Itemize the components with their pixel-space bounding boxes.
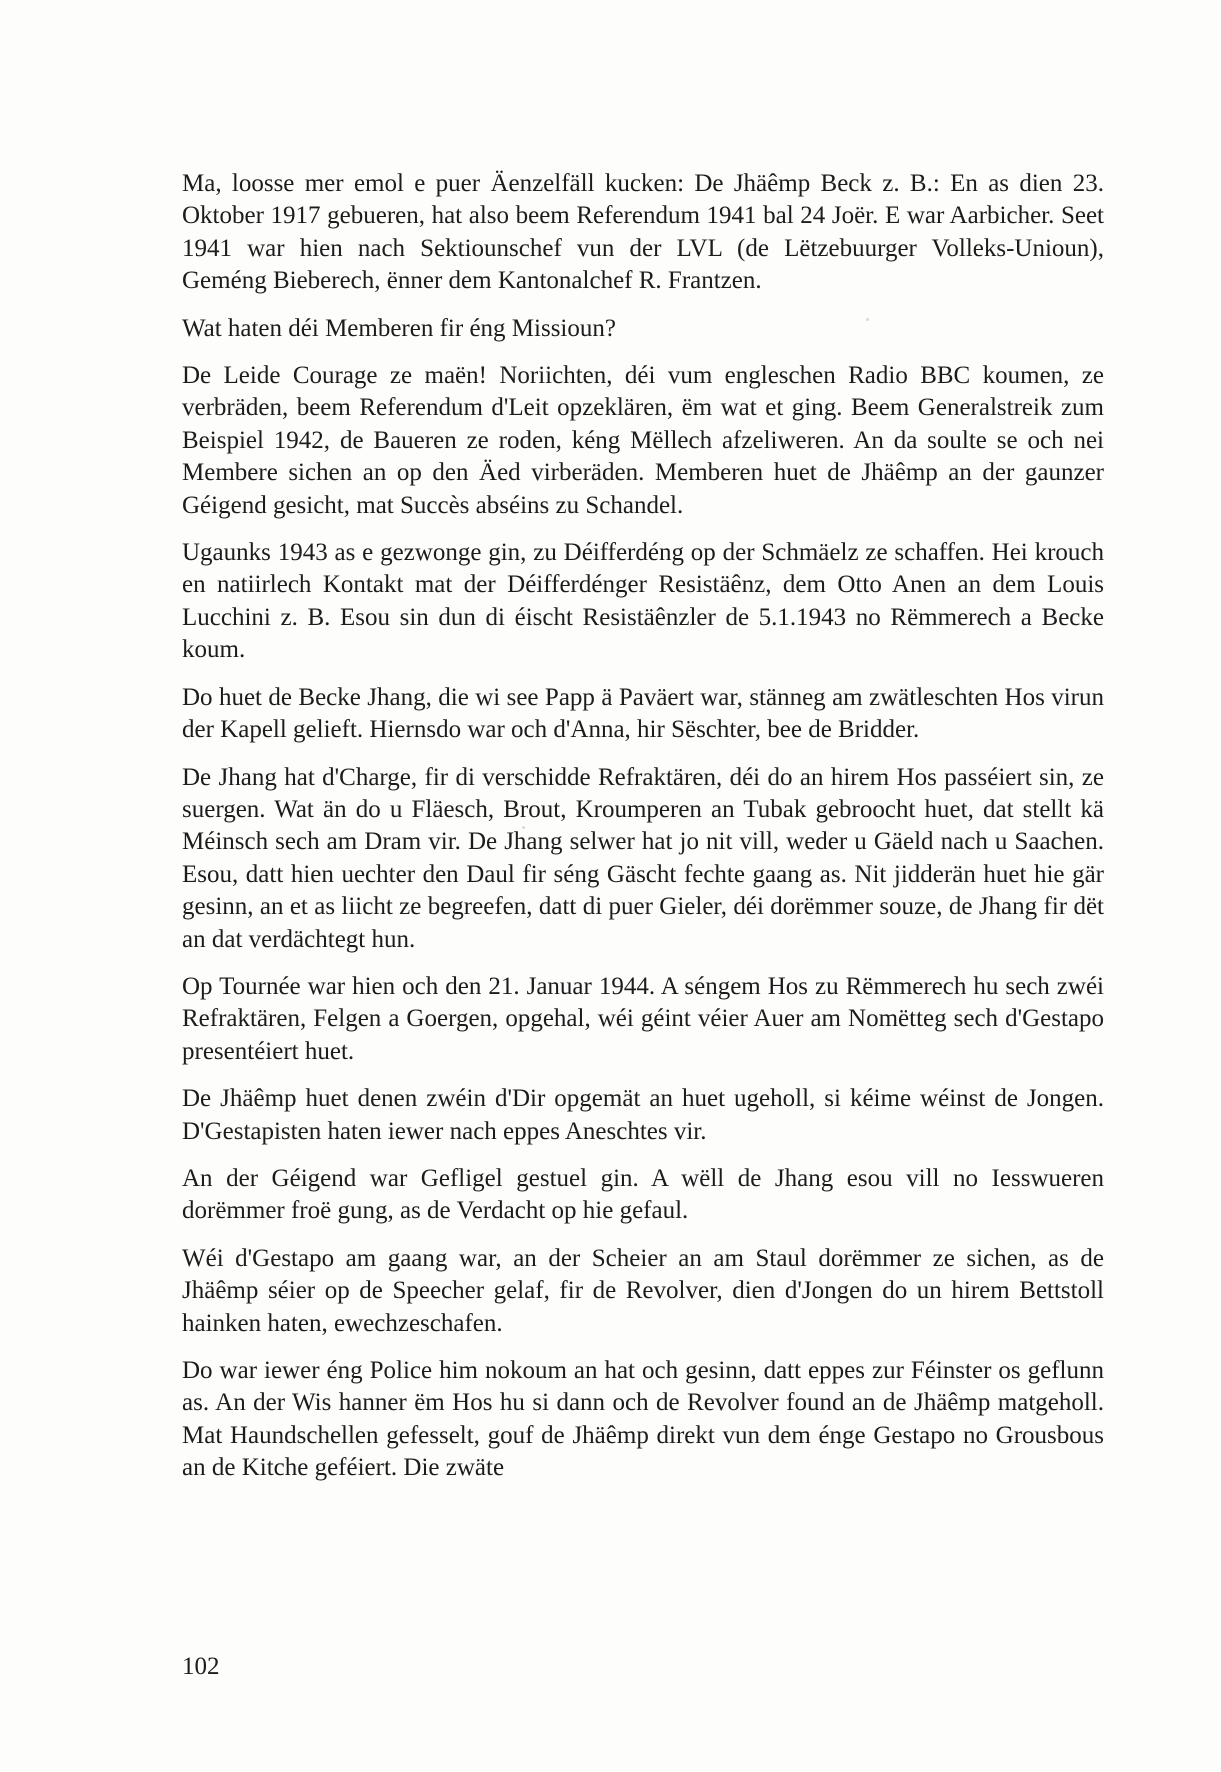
- paragraph: De Leide Courage ze maën! Noriichten, déi vum engleschen Radio BBC koumen, ze verbräden, beem Referendum d'Leit opzeklären, ëm wat et ging. Beem Generalstreik zum Beispiel 1942, de Baueren ze roden, kéng Mëllech afzeliweren. An da soulte se och nei Membere sichen an op den Äed virberäden. Memberen huet de Jhäêmp an der gaunzer Géigend gesicht, mat Succès abséins zu Schandel.: [182, 362, 1104, 519]
- body-text: [182, 168, 1104, 1500]
- paragraph: Do war iewer éng Police him nokoum an hat och gesinn, datt eppes zur Féinster os geflunn as. An der Wis hanner ëm Hos hu si dann och de Revolver found an de Jhäêmp matgeholl. Mat Haundschellen gefesselt, gouf de Jhäêmp direkt vun dem énge Gestapo no Grousbous an de Kitche geféiert. Die zwäte: [182, 1357, 1104, 1482]
- paragraph: De Jhang hat d'Charge, fir di verschidde Refraktären, déi do an hirem Hos passéiert sin, ze suergen. Wat än do u Fläesch, Brout, Kroumperen an Tubak gebroocht huet, dat stellt kä Méinsch sech am Dram vir. De Jhang selwer hat jo nit vill, weder u Gäeld nach u Saachen. Esou, datt hien uechter den Daul fir séng Gäscht fechte gaang as. Nit jidderän huet hie gär gesinn, an et as liicht ze begreefen, datt di puer Gieler, déi dorëmmer souze, de Jhang fir dët an dat verdächtegt hun.: [182, 763, 1104, 953]
- page-number: 102: [182, 1653, 220, 1680]
- paragraph: An der Géigend war Gefligel gestuel gin. A wëll de Jhang esou vill no Iesswueren dorëmmer froë gung, as de Verdacht op hie gefaul.: [182, 1164, 1104, 1225]
- paragraph: Do huet de Becke Jhang, die wi see Papp ä Paväert war, stänneg am zwätleschten Hos virun der Kapell gelieft. Hiernsdo war och d'Anna, hir Sëschter, bee de Bridder.: [182, 683, 1104, 744]
- paragraph: Ugaunks 1943 as e gezwonge gin, zu Déifferdéng op der Schmäelz ze schaffen. Hei krouch en natiirlech Kontakt mat der Déifferdénger Resistäênz, dem Otto Anen an dem Louis Lucchini z. B. Esou sin dun di éischt Resistäênzler de 5.1.1943 no Rëmmerech a Becke koum.: [182, 539, 1104, 664]
- paragraph: Wéi d'Gestapo am gaang war, an der Scheier an am Staul dorëmmer ze sichen, as de Jhäêmp séier op de Speecher gelaf, fir de Revolver, dien d'Jongen do un hirem Bettstoll hainken haten, ewechzeschafen.: [182, 1244, 1104, 1337]
- paragraph: De Jhäêmp huet denen zwéin d'Dir opgemät an huet ugeholl, si kéime wéinst de Jongen. D'Gestapisten haten iewer nach eppes Aneschtes vir.: [182, 1085, 1104, 1145]
- paragraph: Op Tournée war hien och den 21. Januar 1944. A séngem Hos zu Rëmmerech hu sech zwéi Refraktären, Felgen a Goergen, opgehal, wéi géint véier Auer am Nomëtteg sech d'Gestapo presentéiert huet.: [182, 972, 1104, 1065]
- paragraph: Ma, loosse mer emol e puer Äenzelfäll kucken: De Jhäêmp Beck z. B.: En as dien 23. Oktober 1917 gebueren, hat also beem Referendum 1941 bal 24 Joër. E war Aarbicher. Seet 1941 war hien nach Sektiounschef vun der LVL (de Lëtzebuurger Volleks-Unioun), Geméng Bieberech, ënner dem Kantonalchef R. Frantzen.: [182, 170, 1104, 295]
- paragraph: Wat haten déi Memberen fir éng Missioun?: [182, 314, 616, 342]
